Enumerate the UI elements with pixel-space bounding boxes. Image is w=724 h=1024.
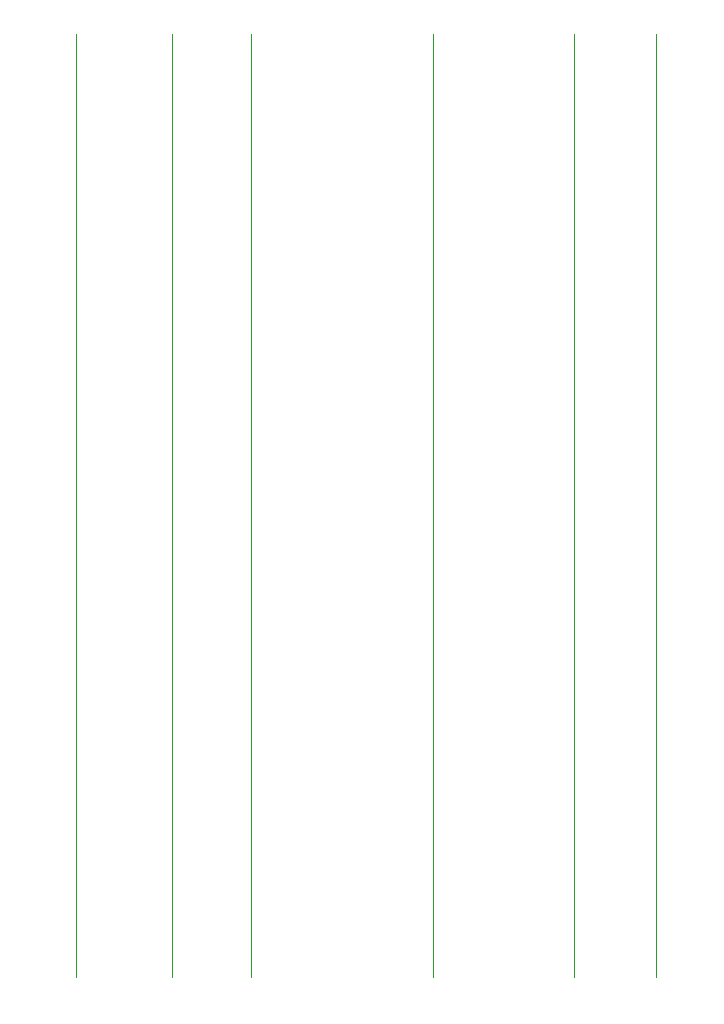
grid-line xyxy=(251,34,252,978)
grid-line xyxy=(574,34,575,978)
grid-line xyxy=(433,34,434,978)
grid-line xyxy=(76,34,77,978)
grid-line xyxy=(656,34,657,978)
elected-members-table xyxy=(76,34,657,978)
grid-line xyxy=(172,34,173,978)
